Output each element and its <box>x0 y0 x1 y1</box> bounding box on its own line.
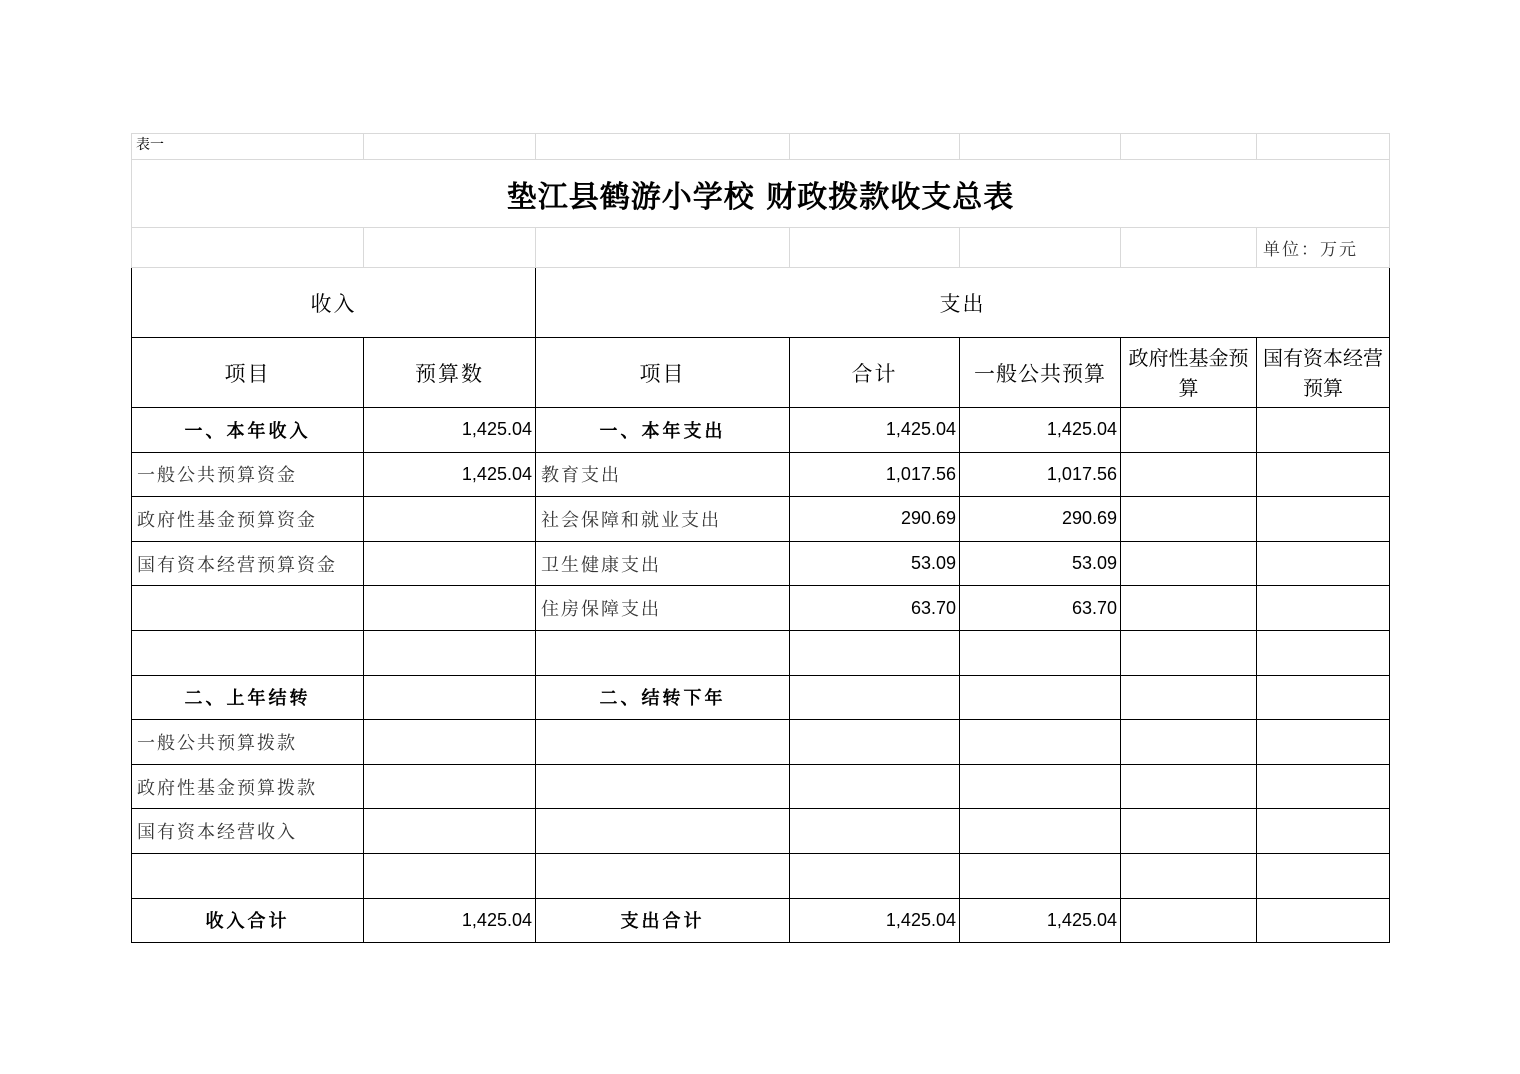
state-capital-amount-cell <box>1257 720 1390 765</box>
general-budget-amount-cell: 1,425.04 <box>960 408 1121 453</box>
gov-fund-amount-cell <box>1121 408 1257 453</box>
expense-item-cell: 卫生健康支出 <box>536 541 790 586</box>
state-capital-amount-cell <box>1257 853 1390 898</box>
income-item-cell: 一般公共预算拨款 <box>132 720 364 765</box>
table-row <box>132 898 1390 943</box>
expense-item-cell: 社会保障和就业支出 <box>536 497 790 542</box>
page-title: 垫江县鹤游小学校 财政拨款收支总表 <box>132 160 1390 228</box>
general-budget-amount-cell <box>960 675 1121 720</box>
expense-total-cell: 1,017.56 <box>790 452 960 497</box>
expense-total-cell: 53.09 <box>790 541 960 586</box>
expense-item-cell <box>536 764 790 809</box>
table-row <box>132 853 1390 898</box>
state-capital-amount-cell <box>1257 630 1390 675</box>
expense-item-cell <box>536 809 790 854</box>
gov-fund-amount-cell <box>1121 541 1257 586</box>
expense-item-cell: 一、本年支出 <box>536 408 790 453</box>
gov-fund-amount-cell <box>1121 853 1257 898</box>
total-header: 合计 <box>790 338 960 408</box>
unit-row <box>132 228 1390 268</box>
state-capital-amount-cell <box>1257 408 1390 453</box>
general-budget-amount-cell <box>960 764 1121 809</box>
expense-item-cell: 支出合计 <box>536 898 790 943</box>
title-row <box>132 160 1390 228</box>
general-budget-amount-cell <box>960 720 1121 765</box>
income-item-cell <box>132 586 364 631</box>
general-budget-amount-cell: 1,017.56 <box>960 452 1121 497</box>
general-budget-amount-cell: 290.69 <box>960 497 1121 542</box>
state-capital-header: 国有资本经营预算 <box>1257 338 1390 408</box>
general-budget-amount-cell <box>960 853 1121 898</box>
gov-fund-amount-cell <box>1121 452 1257 497</box>
budget-summary-table <box>131 133 1390 943</box>
table-row <box>132 586 1390 631</box>
income-item-cell: 一般公共预算资金 <box>132 452 364 497</box>
state-capital-amount-cell <box>1257 898 1390 943</box>
expense-item-header: 项目 <box>536 338 790 408</box>
gov-fund-amount-cell <box>1121 764 1257 809</box>
income-header: 收入 <box>132 268 536 338</box>
expense-item-cell: 教育支出 <box>536 452 790 497</box>
income-amount-cell <box>364 497 536 542</box>
general-budget-amount-cell: 53.09 <box>960 541 1121 586</box>
expense-total-cell: 1,425.04 <box>790 898 960 943</box>
column-header-row <box>132 338 1390 408</box>
state-capital-amount-cell <box>1257 586 1390 631</box>
income-amount-cell <box>364 675 536 720</box>
income-amount-cell <box>364 853 536 898</box>
expense-item-cell <box>536 630 790 675</box>
expense-item-cell <box>536 720 790 765</box>
expense-total-cell: 63.70 <box>790 586 960 631</box>
income-item-cell <box>132 853 364 898</box>
expense-total-cell <box>790 675 960 720</box>
section-header-row <box>132 268 1390 338</box>
general-budget-amount-cell <box>960 809 1121 854</box>
income-amount-cell <box>364 586 536 631</box>
state-capital-amount-cell <box>1257 452 1390 497</box>
table-row <box>132 764 1390 809</box>
income-item-cell: 国有资本经营预算资金 <box>132 541 364 586</box>
expense-item-cell <box>536 853 790 898</box>
income-item-cell: 政府性基金预算拨款 <box>132 764 364 809</box>
gov-fund-amount-cell <box>1121 630 1257 675</box>
general-budget-amount-cell: 1,425.04 <box>960 898 1121 943</box>
state-capital-amount-cell <box>1257 497 1390 542</box>
expense-item-cell: 二、结转下年 <box>536 675 790 720</box>
income-amount-cell <box>364 809 536 854</box>
table-row <box>132 452 1390 497</box>
income-item-header: 项目 <box>132 338 364 408</box>
table-row <box>132 497 1390 542</box>
state-capital-amount-cell <box>1257 675 1390 720</box>
gov-fund-amount-cell <box>1121 675 1257 720</box>
gov-fund-amount-cell <box>1121 898 1257 943</box>
general-budget-amount-cell: 63.70 <box>960 586 1121 631</box>
state-capital-amount-cell <box>1257 541 1390 586</box>
gov-fund-amount-cell <box>1121 497 1257 542</box>
general-budget-header: 一般公共预算 <box>960 338 1121 408</box>
table-row <box>132 630 1390 675</box>
unit-label: 单位：万元 <box>1257 228 1390 268</box>
table-row <box>132 541 1390 586</box>
general-budget-amount-cell <box>960 630 1121 675</box>
gov-fund-amount-cell <box>1121 586 1257 631</box>
income-amount-cell: 1,425.04 <box>364 452 536 497</box>
expense-total-cell <box>790 630 960 675</box>
table-row <box>132 720 1390 765</box>
expense-total-cell <box>790 764 960 809</box>
expense-item-cell: 住房保障支出 <box>536 586 790 631</box>
table-row <box>132 408 1390 453</box>
gov-fund-amount-cell <box>1121 720 1257 765</box>
income-item-cell: 一、本年收入 <box>132 408 364 453</box>
table-row <box>132 675 1390 720</box>
table-row <box>132 809 1390 854</box>
income-item-cell: 二、上年结转 <box>132 675 364 720</box>
income-budget-header: 预算数 <box>364 338 536 408</box>
state-capital-amount-cell <box>1257 809 1390 854</box>
sheet-tag: 表一 <box>132 134 364 160</box>
state-capital-amount-cell <box>1257 764 1390 809</box>
expense-total-cell <box>790 809 960 854</box>
income-item-cell: 收入合计 <box>132 898 364 943</box>
gov-fund-amount-cell <box>1121 809 1257 854</box>
income-amount-cell <box>364 764 536 809</box>
expense-total-cell <box>790 853 960 898</box>
income-item-cell <box>132 630 364 675</box>
income-amount-cell: 1,425.04 <box>364 408 536 453</box>
income-amount-cell: 1,425.04 <box>364 898 536 943</box>
income-amount-cell <box>364 630 536 675</box>
income-amount-cell <box>364 720 536 765</box>
income-item-cell: 国有资本经营收入 <box>132 809 364 854</box>
gov-fund-header: 政府性基金预算 <box>1121 338 1257 408</box>
expense-total-cell: 290.69 <box>790 497 960 542</box>
expense-header: 支出 <box>536 268 1390 338</box>
income-amount-cell <box>364 541 536 586</box>
income-item-cell: 政府性基金预算资金 <box>132 497 364 542</box>
expense-total-cell <box>790 720 960 765</box>
table-body <box>132 408 1390 943</box>
expense-total-cell: 1,425.04 <box>790 408 960 453</box>
sheet-tag-row <box>132 134 1390 160</box>
